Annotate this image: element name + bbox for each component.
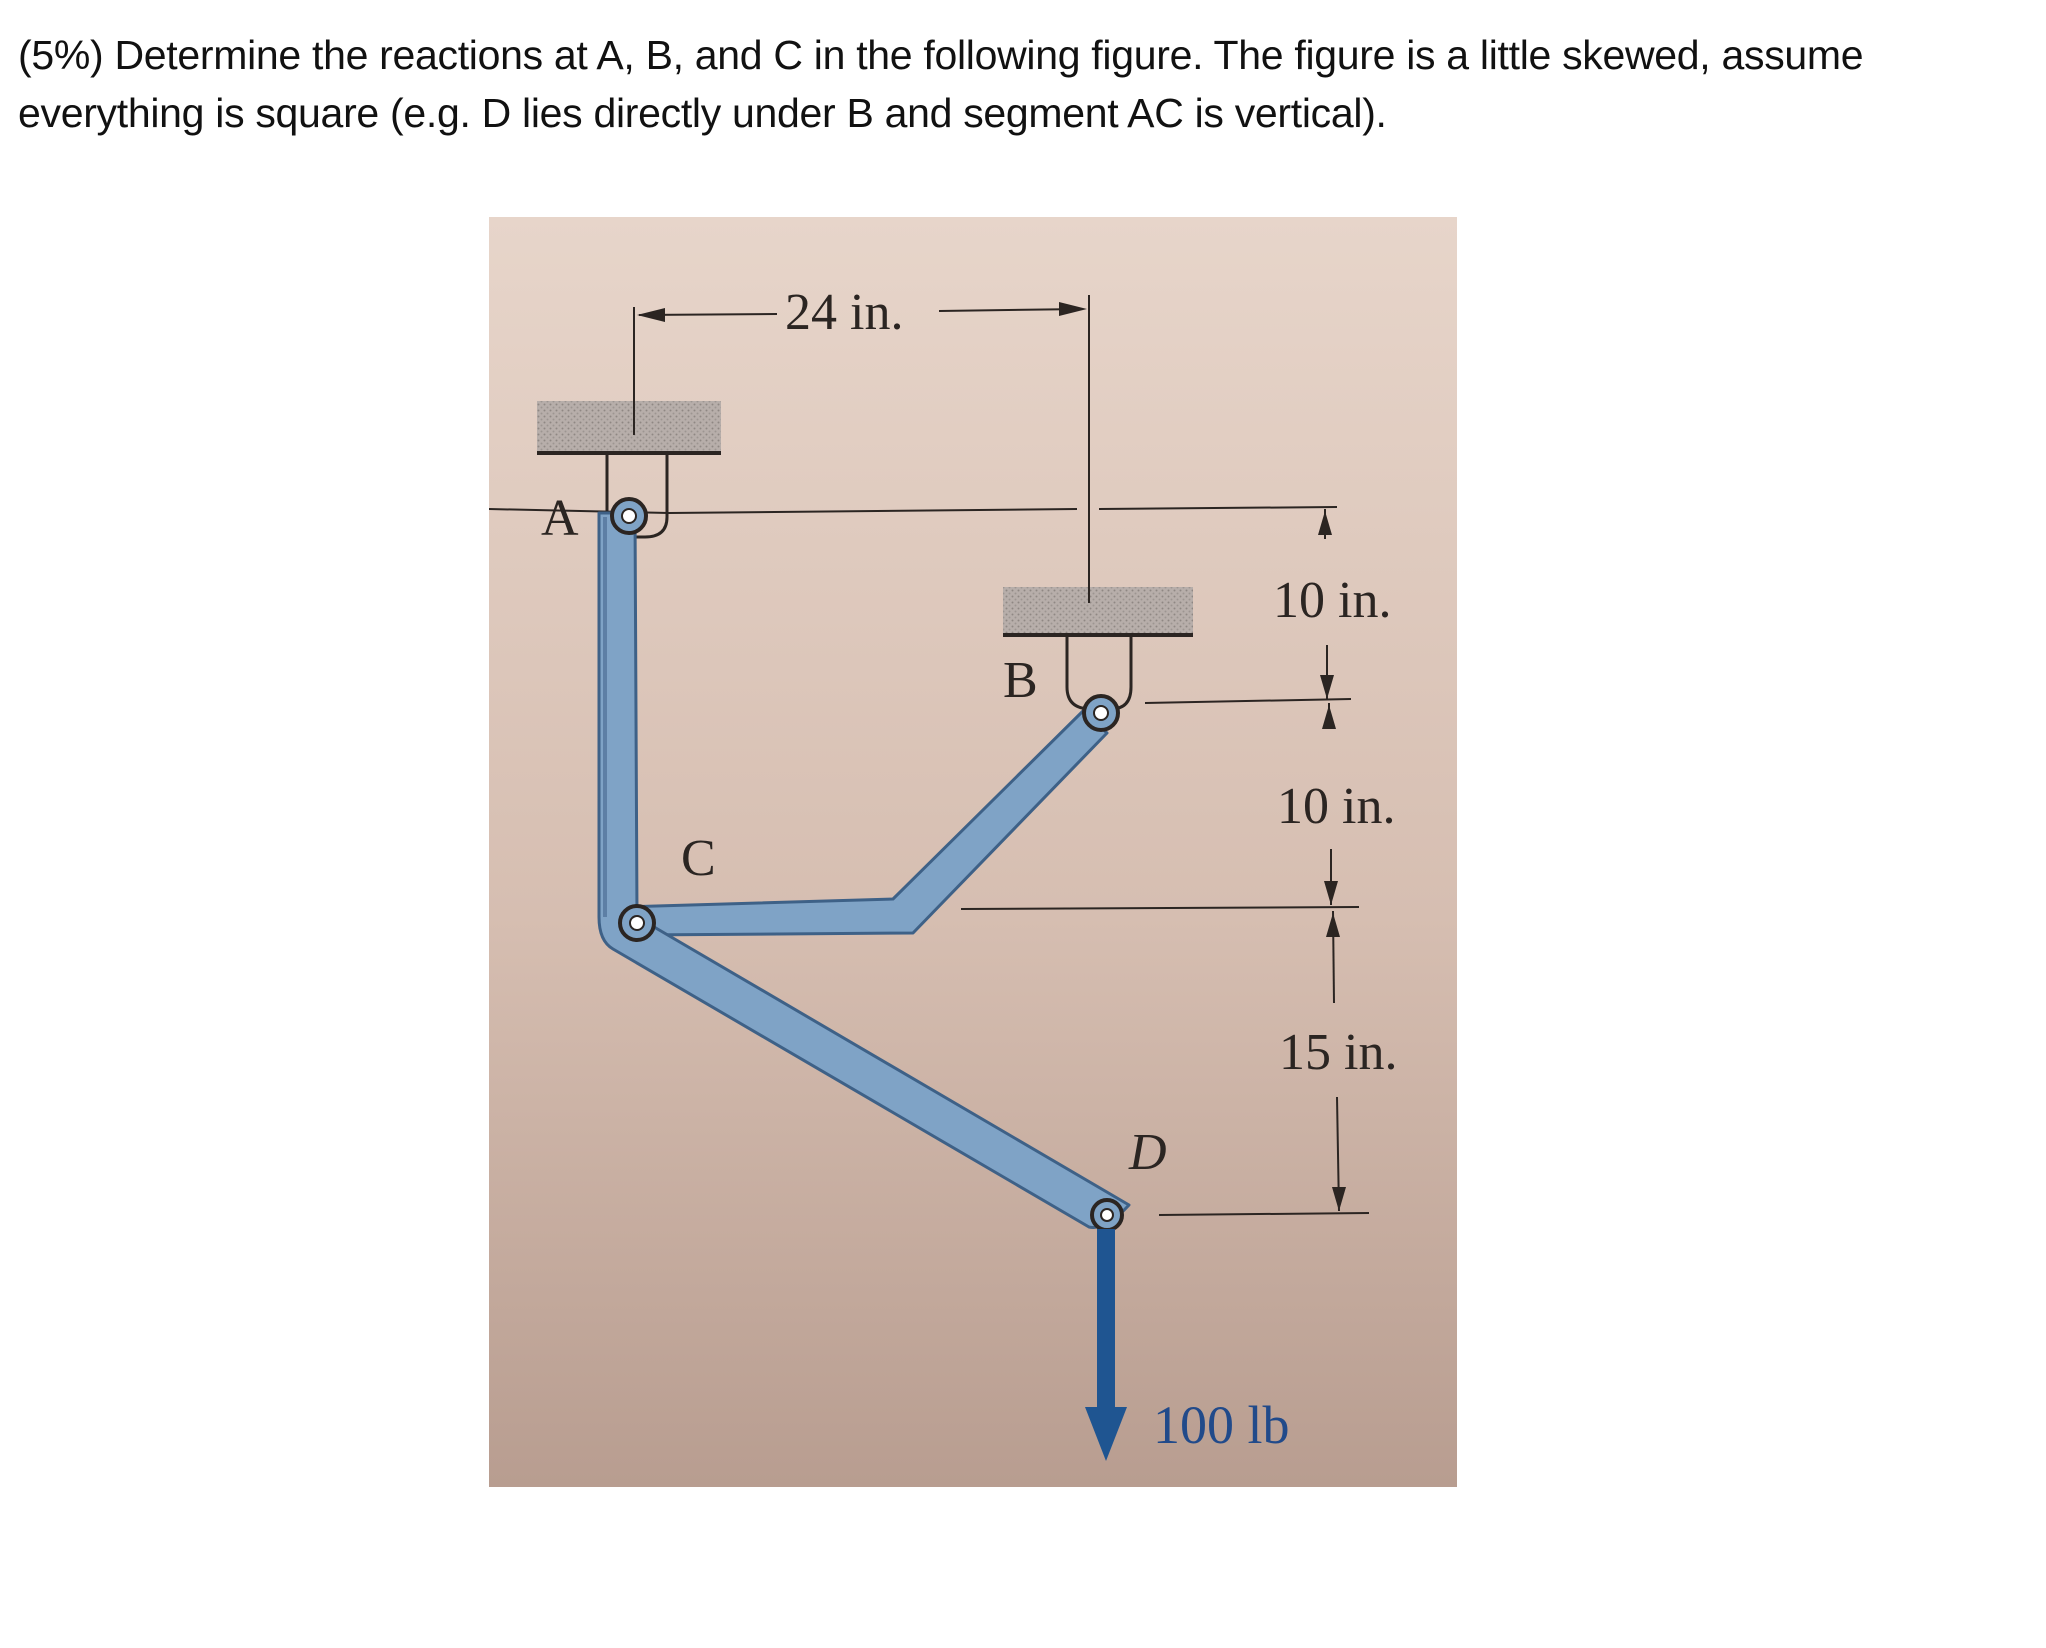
pin-a-hole xyxy=(622,509,636,523)
label-point-c: C xyxy=(681,830,716,887)
frame-figure xyxy=(489,217,1457,1487)
pin-b-hole xyxy=(1094,706,1108,720)
support-b-ground xyxy=(1003,587,1193,633)
pin-d-hole xyxy=(1101,1209,1113,1221)
label-point-d: D xyxy=(1129,1124,1167,1181)
dim-label-10-lower: 10 in. xyxy=(1277,778,1396,835)
support-a-ground xyxy=(537,401,721,451)
dim-label-10-upper: 10 in. xyxy=(1273,572,1392,629)
load-label: 100 lb xyxy=(1153,1395,1290,1455)
pin-c-hole xyxy=(630,916,644,930)
label-point-a: A xyxy=(541,490,579,547)
dim-label-24: 24 in. xyxy=(785,284,904,341)
load-arrow-shaft xyxy=(1097,1229,1115,1411)
question-text xyxy=(18,26,2018,142)
question-line-2: everything is square (e.g. D lies directly under B and segment AC is vertical). xyxy=(18,90,1387,136)
label-point-b: B xyxy=(1003,652,1038,709)
question-line-1: (5%) Determine the reactions at A, B, and C in the following figure. The figure is a little skewed, assume xyxy=(18,32,1864,78)
frame-diagram xyxy=(489,217,1457,1487)
dim-label-15: 15 in. xyxy=(1279,1024,1398,1081)
